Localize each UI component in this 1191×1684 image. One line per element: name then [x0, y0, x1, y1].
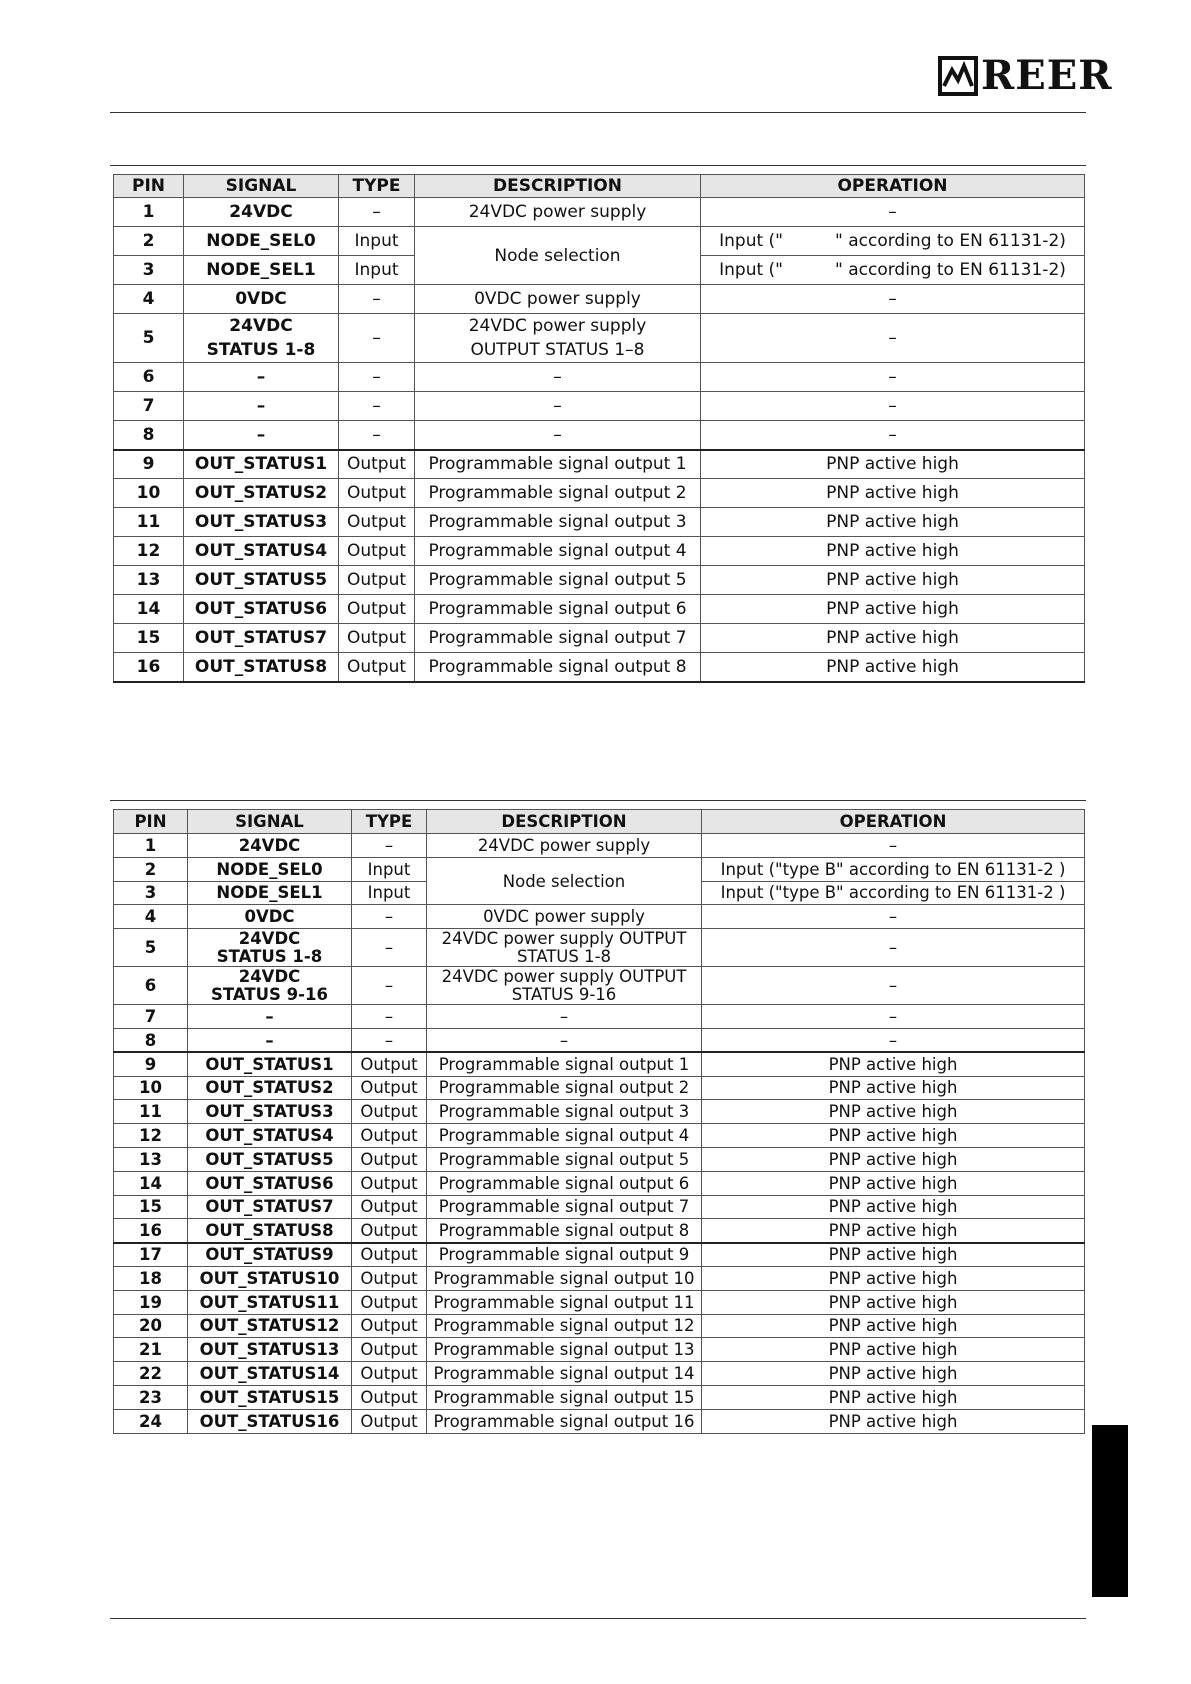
operation-cell: –: [701, 314, 1085, 363]
description-cell: Programmable signal output 12: [427, 1314, 702, 1338]
header-description: DESCRIPTION: [415, 175, 701, 198]
signal-cell: OUT_STATUS4: [188, 1124, 352, 1148]
pin-cell: 2: [114, 227, 184, 256]
signal-cell: NODE_SEL1: [188, 881, 352, 905]
table-row: [114, 479, 1085, 508]
type-cell: –: [352, 905, 427, 929]
signal-cell: OUT_STATUS2: [184, 479, 339, 508]
description-line-1: 24VDC power supply OUTPUT: [441, 928, 687, 948]
description-cell: Programmable signal output 5: [415, 566, 701, 595]
type-cell: Output: [352, 1290, 427, 1314]
operation-cell: PNP active high: [702, 1100, 1085, 1124]
table-row: [114, 1362, 1085, 1386]
signal-cell: OUT_STATUS2: [188, 1076, 352, 1100]
signal-cell: OUT_STATUS6: [188, 1171, 352, 1195]
reer-logo: [938, 54, 1112, 98]
type-cell: Output: [352, 1052, 427, 1076]
operation-cell: PNP active high: [701, 566, 1085, 595]
type-cell: Input: [339, 256, 415, 285]
table-row: [114, 1314, 1085, 1338]
pin-cell: 14: [114, 595, 184, 624]
signal-cell: –: [188, 1028, 352, 1052]
table-row: [114, 1195, 1085, 1219]
signal-cell: OUT_STATUS1: [188, 1052, 352, 1076]
description-cell: Programmable signal output 10: [427, 1266, 702, 1290]
table1-top-rule: [110, 165, 1086, 166]
table-row: [114, 1052, 1085, 1076]
signal-line-2: STATUS 1-8: [206, 340, 316, 360]
signal-cell: OUT_STATUS15: [188, 1385, 352, 1409]
signal-cell: NODE_SEL0: [188, 857, 352, 881]
pin-cell: 21: [114, 1338, 188, 1362]
description-cell: Programmable signal output 15: [427, 1385, 702, 1409]
signal-cell: [188, 929, 352, 967]
operation-cell: Input ("type B" according to EN 61131-2 ): [702, 857, 1085, 881]
description-line-2: STATUS 9-16: [511, 984, 617, 1004]
type-cell: –: [352, 1005, 427, 1029]
pin-cell: 8: [114, 1028, 188, 1052]
table-row: [114, 1290, 1085, 1314]
signal-line-1: 24VDC: [238, 966, 301, 986]
pin-cell: 12: [114, 537, 184, 566]
table-row: [114, 1243, 1085, 1267]
operation-cell: Input ("type B" according to EN 61131-2 ): [702, 881, 1085, 905]
description-cell: Programmable signal output 1: [427, 1052, 702, 1076]
table-row: [114, 1338, 1085, 1362]
operation-cell: PNP active high: [702, 1290, 1085, 1314]
pin-cell: 3: [114, 881, 188, 905]
type-cell: Output: [352, 1314, 427, 1338]
pin-cell: 23: [114, 1385, 188, 1409]
signal-line-1: 24VDC: [229, 316, 293, 336]
operation-cell: PNP active high: [702, 1171, 1085, 1195]
description-cell: 0VDC power supply: [427, 905, 702, 929]
signal-line-1: 24VDC: [238, 928, 301, 948]
table-row: [114, 566, 1085, 595]
table2-top-rule: [110, 800, 1086, 801]
type-cell: –: [352, 1028, 427, 1052]
description-cell: Programmable signal output 5: [427, 1147, 702, 1171]
operation-prefix: Input (": [719, 260, 783, 280]
table-row: [114, 1147, 1085, 1171]
pin-cell: 22: [114, 1362, 188, 1386]
pin-cell: 20: [114, 1314, 188, 1338]
description-cell: [427, 929, 702, 967]
operation-cell: –: [702, 967, 1085, 1005]
pin-cell: 15: [114, 1195, 188, 1219]
operation-cell: PNP active high: [702, 1409, 1085, 1433]
description-cell: Programmable signal output 7: [415, 624, 701, 653]
description-cell: Programmable signal output 3: [415, 508, 701, 537]
signal-cell: –: [184, 392, 339, 421]
operation-cell: PNP active high: [701, 508, 1085, 537]
operation-cell: PNP active high: [702, 1076, 1085, 1100]
operation-cell: PNP active high: [701, 479, 1085, 508]
operation-cell: –: [702, 1005, 1085, 1029]
type-cell: Output: [352, 1243, 427, 1267]
description-cell: 24VDC power supply: [427, 834, 702, 858]
table-row: [114, 1028, 1085, 1052]
operation-cell: PNP active high: [701, 624, 1085, 653]
operation-cell: –: [701, 392, 1085, 421]
operation-cell: PNP active high: [702, 1124, 1085, 1148]
description-cell: Programmable signal output 14: [427, 1362, 702, 1386]
table-row: [114, 1124, 1085, 1148]
operation-cell: PNP active high: [702, 1052, 1085, 1076]
operation-cell: PNP active high: [702, 1147, 1085, 1171]
header-operation: OPERATION: [702, 810, 1085, 834]
signal-line-2: STATUS 9-16: [211, 984, 328, 1004]
operation-cell: –: [701, 363, 1085, 392]
pin-cell: 11: [114, 508, 184, 537]
type-cell: Output: [352, 1385, 427, 1409]
pinout-table-1: [113, 174, 1085, 683]
pin-cell: 9: [114, 450, 184, 479]
description-cell: [427, 967, 702, 1005]
signal-cell: 0VDC: [184, 285, 339, 314]
operation-cell: –: [702, 929, 1085, 967]
type-cell: Output: [352, 1124, 427, 1148]
description-cell: Programmable signal output 4: [427, 1124, 702, 1148]
type-cell: –: [352, 967, 427, 1005]
operation-cell: PNP active high: [701, 595, 1085, 624]
description-cell: Programmable signal output 2: [415, 479, 701, 508]
operation-cell: –: [701, 421, 1085, 450]
description-cell: Programmable signal output 13: [427, 1338, 702, 1362]
operation-suffix: " according to EN 61131-2): [834, 231, 1066, 251]
table-row: [114, 285, 1085, 314]
operation-cell: –: [701, 198, 1085, 227]
signal-line-2: STATUS 1-8: [216, 946, 323, 966]
table-row: [114, 1076, 1085, 1100]
pin-cell: 3: [114, 256, 184, 285]
signal-cell: [184, 314, 339, 363]
table-row: [114, 1385, 1085, 1409]
signal-cell: OUT_STATUS7: [184, 624, 339, 653]
pin-cell: 7: [114, 392, 184, 421]
header-type: TYPE: [339, 175, 415, 198]
operation-cell: –: [702, 1028, 1085, 1052]
table-row: [114, 1266, 1085, 1290]
type-cell: Input: [352, 881, 427, 905]
type-cell: Output: [352, 1266, 427, 1290]
signal-cell: NODE_SEL0: [184, 227, 339, 256]
type-cell: –: [339, 314, 415, 363]
type-cell: Output: [339, 624, 415, 653]
table-row: [114, 595, 1085, 624]
operation-cell: PNP active high: [702, 1266, 1085, 1290]
table-row: [114, 1171, 1085, 1195]
type-cell: Output: [352, 1219, 427, 1243]
table-row: [114, 1409, 1085, 1433]
pin-cell: 13: [114, 566, 184, 595]
pin-cell: 4: [114, 905, 188, 929]
signal-cell: OUT_STATUS3: [188, 1100, 352, 1124]
header-rule: [110, 112, 1086, 113]
operation-prefix: Input (": [719, 231, 783, 251]
description-cell: Programmable signal output 8: [415, 653, 701, 682]
type-cell: –: [339, 198, 415, 227]
operation-cell: PNP active high: [701, 653, 1085, 682]
signal-cell: OUT_STATUS13: [188, 1338, 352, 1362]
pinout-table-2: [113, 809, 1085, 1434]
description-cell: –: [415, 421, 701, 450]
type-cell: Output: [339, 479, 415, 508]
table-header-row: [114, 810, 1085, 834]
pin-cell: 11: [114, 1100, 188, 1124]
table-row: [114, 834, 1085, 858]
signal-cell: NODE_SEL1: [184, 256, 339, 285]
operation-cell: PNP active high: [702, 1362, 1085, 1386]
description-cell: Programmable signal output 1: [415, 450, 701, 479]
type-cell: Output: [352, 1076, 427, 1100]
pin-cell: 12: [114, 1124, 188, 1148]
pin-cell: 13: [114, 1147, 188, 1171]
signal-cell: OUT_STATUS8: [188, 1219, 352, 1243]
description-cell: Programmable signal output 16: [427, 1409, 702, 1433]
type-cell: Output: [352, 1147, 427, 1171]
table-row: [114, 508, 1085, 537]
table-row: [114, 392, 1085, 421]
header-signal: SIGNAL: [184, 175, 339, 198]
type-cell: Output: [339, 653, 415, 682]
table-row: [114, 653, 1085, 682]
description-cell: Programmable signal output 6: [427, 1171, 702, 1195]
brand-name: REER: [981, 52, 1113, 99]
signal-cell: OUT_STATUS6: [184, 595, 339, 624]
operation-cell: –: [702, 905, 1085, 929]
signal-cell: OUT_STATUS16: [188, 1409, 352, 1433]
header-pin: PIN: [114, 810, 188, 834]
type-cell: Output: [352, 1195, 427, 1219]
pin-cell: 5: [114, 929, 188, 967]
operation-suffix: " according to EN 61131-2): [834, 260, 1066, 280]
pin-cell: 9: [114, 1052, 188, 1076]
pin-cell: 16: [114, 653, 184, 682]
type-cell: Output: [339, 508, 415, 537]
type-cell: Output: [352, 1100, 427, 1124]
table-row: [114, 537, 1085, 566]
pin-cell: 6: [114, 363, 184, 392]
type-cell: Output: [339, 595, 415, 624]
header-signal: SIGNAL: [188, 810, 352, 834]
pin-cell: 18: [114, 1266, 188, 1290]
signal-cell: OUT_STATUS11: [188, 1290, 352, 1314]
operation-cell: [701, 227, 1085, 256]
table-row: [114, 450, 1085, 479]
pin-cell: 14: [114, 1171, 188, 1195]
signal-cell: 24VDC: [188, 834, 352, 858]
signal-cell: OUT_STATUS5: [188, 1147, 352, 1171]
type-cell: –: [339, 285, 415, 314]
pin-cell: 10: [114, 479, 184, 508]
operation-cell: PNP active high: [702, 1243, 1085, 1267]
reer-logo-mark-icon: [938, 56, 978, 96]
pin-cell: 24: [114, 1409, 188, 1433]
description-cell: –: [415, 363, 701, 392]
type-cell: –: [339, 363, 415, 392]
signal-cell: OUT_STATUS9: [188, 1243, 352, 1267]
header-operation: OPERATION: [701, 175, 1085, 198]
description-cell: Programmable signal output 8: [427, 1219, 702, 1243]
signal-cell: OUT_STATUS10: [188, 1266, 352, 1290]
table-row: [114, 1219, 1085, 1243]
signal-cell: –: [184, 421, 339, 450]
description-line-1: 24VDC power supply: [468, 316, 647, 336]
pin-cell: 19: [114, 1290, 188, 1314]
pin-cell: 17: [114, 1243, 188, 1267]
description-cell: –: [427, 1005, 702, 1029]
signal-cell: OUT_STATUS14: [188, 1362, 352, 1386]
signal-cell: 24VDC: [184, 198, 339, 227]
table-row: [114, 1005, 1085, 1029]
signal-cell: OUT_STATUS5: [184, 566, 339, 595]
signal-cell: OUT_STATUS7: [188, 1195, 352, 1219]
pin-cell: 5: [114, 314, 184, 363]
type-cell: Output: [352, 1338, 427, 1362]
signal-cell: 0VDC: [188, 905, 352, 929]
table-row: [114, 363, 1085, 392]
operation-cell: PNP active high: [702, 1195, 1085, 1219]
signal-cell: OUT_STATUS1: [184, 450, 339, 479]
signal-cell: [188, 967, 352, 1005]
type-cell: Input: [339, 227, 415, 256]
pin-cell: 8: [114, 421, 184, 450]
description-cell: Programmable signal output 7: [427, 1195, 702, 1219]
signal-cell: OUT_STATUS12: [188, 1314, 352, 1338]
operation-cell: PNP active high: [702, 1314, 1085, 1338]
description-line-1: 24VDC power supply OUTPUT: [441, 966, 687, 986]
operation-cell: PNP active high: [702, 1338, 1085, 1362]
table-row: [114, 1100, 1085, 1124]
description-cell: 24VDC power supply: [415, 198, 701, 227]
table-row: [114, 198, 1085, 227]
section-thumb-tab: [1092, 1425, 1128, 1597]
table-header-row: [114, 175, 1085, 198]
type-cell: Output: [339, 537, 415, 566]
description-cell: –: [415, 392, 701, 421]
description-cell: [415, 314, 701, 363]
type-cell: –: [339, 392, 415, 421]
signal-cell: OUT_STATUS3: [184, 508, 339, 537]
pin-cell: 6: [114, 967, 188, 1005]
description-cell: Programmable signal output 2: [427, 1076, 702, 1100]
pin-cell: 15: [114, 624, 184, 653]
signal-cell: OUT_STATUS8: [184, 653, 339, 682]
signal-cell: –: [188, 1005, 352, 1029]
table-row: [114, 857, 1085, 881]
type-cell: –: [339, 421, 415, 450]
signal-cell: –: [184, 363, 339, 392]
description-cell: Programmable signal output 3: [427, 1100, 702, 1124]
pin-cell: 10: [114, 1076, 188, 1100]
table-row: [114, 624, 1085, 653]
pin-cell: 1: [114, 834, 188, 858]
pin-cell: 4: [114, 285, 184, 314]
operation-cell: PNP active high: [702, 1219, 1085, 1243]
type-cell: Output: [339, 450, 415, 479]
pin-cell: 16: [114, 1219, 188, 1243]
type-cell: Output: [352, 1362, 427, 1386]
description-cell: Node selection: [427, 857, 702, 905]
table-row: [114, 227, 1085, 256]
footer-rule: [110, 1618, 1086, 1619]
operation-cell: –: [702, 834, 1085, 858]
header-type: TYPE: [352, 810, 427, 834]
pin-cell: 7: [114, 1005, 188, 1029]
type-cell: Output: [352, 1171, 427, 1195]
operation-cell: [701, 256, 1085, 285]
description-cell: Node selection: [415, 227, 701, 285]
operation-cell: –: [701, 285, 1085, 314]
operation-cell: PNP active high: [702, 1385, 1085, 1409]
table-row: [114, 967, 1085, 1005]
type-cell: –: [352, 929, 427, 967]
type-cell: Input: [352, 857, 427, 881]
table-row: [114, 421, 1085, 450]
type-cell: Output: [339, 566, 415, 595]
pin-cell: 2: [114, 857, 188, 881]
description-cell: Programmable signal output 11: [427, 1290, 702, 1314]
type-cell: Output: [352, 1409, 427, 1433]
table-row: [114, 929, 1085, 967]
header-pin: PIN: [114, 175, 184, 198]
description-line-2: OUTPUT STATUS 1–8: [470, 340, 645, 360]
description-cell: –: [427, 1028, 702, 1052]
type-cell: –: [352, 834, 427, 858]
description-cell: 0VDC power supply: [415, 285, 701, 314]
operation-cell: PNP active high: [701, 537, 1085, 566]
description-line-2: STATUS 1-8: [516, 946, 612, 966]
table-row: [114, 314, 1085, 363]
operation-cell: PNP active high: [701, 450, 1085, 479]
signal-cell: OUT_STATUS4: [184, 537, 339, 566]
header-description: DESCRIPTION: [427, 810, 702, 834]
pin-cell: 1: [114, 198, 184, 227]
table-row: [114, 905, 1085, 929]
description-cell: Programmable signal output 6: [415, 595, 701, 624]
description-cell: Programmable signal output 9: [427, 1243, 702, 1267]
description-cell: Programmable signal output 4: [415, 537, 701, 566]
